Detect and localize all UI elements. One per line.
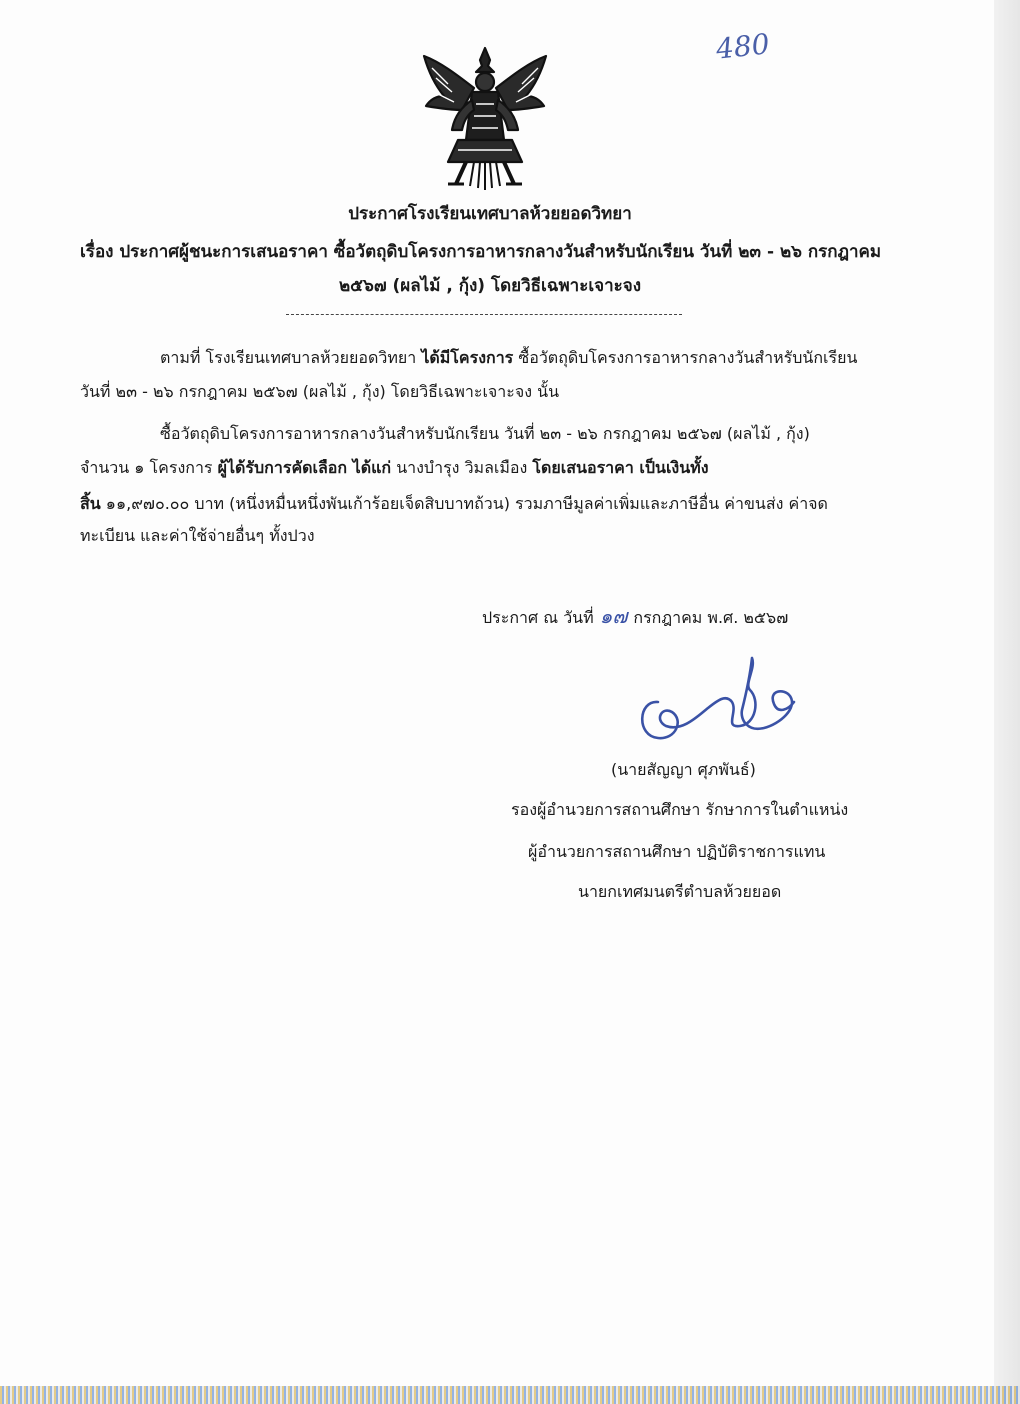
paragraph-1-line-2: วันที่ ๒๓ - ๒๖ กรกฎาคม ๒๕๖๗ (ผลไม้ , กุ้ง) โดยวิธีเฉพาะเจาะจง นั้น bbox=[80, 382, 560, 401]
garuda-emblem-icon bbox=[418, 44, 552, 192]
signatory-position-1: รองผู้อำนวยการสถานศึกษา รักษาการในตำแหน่ง bbox=[511, 800, 849, 819]
signatory-name: (นายสัญญา ศุภพันธ์) bbox=[611, 760, 756, 779]
scan-edge-bottom bbox=[0, 1386, 1020, 1404]
p2-winner-name: นางบำรุง วิมลเมือง bbox=[391, 458, 533, 477]
dashed-divider bbox=[286, 314, 682, 315]
date-suffix: กรกฎาคม พ.ศ. ๒๕๖๗ bbox=[633, 608, 789, 627]
signatory-position-3: นายกเทศมนตรีตำบลห้วยยอด bbox=[578, 882, 782, 901]
document-title: ประกาศโรงเรียนเทศบาลห้วยยอดวิทยา bbox=[348, 204, 632, 224]
p1-text-b: ได้มีโครงการ bbox=[421, 348, 514, 367]
signature-mark bbox=[628, 654, 800, 748]
paragraph-2-line-4: ทะเบียน และค่าใช้จ่ายอื่นๆ ทั้งปวง bbox=[80, 526, 315, 545]
p1-text-c: ซื้อวัตถุดิบโครงการอาหารกลางวันสำหรับนักเรียน bbox=[513, 348, 858, 367]
scan-edge-right bbox=[994, 0, 1020, 1404]
date-day-handwritten: ๑๗ bbox=[599, 604, 628, 628]
date-prefix: ประกาศ ณ วันที่ bbox=[482, 608, 594, 627]
handwritten-note: 480 bbox=[714, 27, 772, 66]
subject-line-1: เรื่อง ประกาศผู้ชนะการเสนอราคา ซื้อวัตถุดิบโครงการอาหารกลางวันสำหรับนักเรียน วันที่ ๒๓ - ๒๖ กรกฎาคม bbox=[80, 242, 882, 262]
signatory-position-2: ผู้อำนวยการสถานศึกษา ปฏิบัติราชการแทน bbox=[528, 842, 826, 861]
p2-text-b: ผู้ได้รับการคัดเลือก ได้แก่ bbox=[217, 458, 392, 477]
p2-text-e: สิ้น bbox=[80, 494, 101, 513]
p2-text-a: จำนวน ๑ โครงการ bbox=[80, 458, 218, 477]
p2-text-d: โดยเสนอราคา เป็นเงินทั้ง bbox=[532, 458, 709, 477]
paragraph-1-line-1 bbox=[160, 346, 857, 371]
paragraph-2-line-2 bbox=[80, 456, 709, 481]
announcement-date bbox=[482, 600, 788, 632]
p2-amount: ๑๑,๙๗๐.๐๐ บาท (หนึ่งหมื่นหนึ่งพันเก้าร้อยเจ็ดสิบบาทถ้วน) รวมภาษีมูลค่าเพิ่มและภาษีอื่น ค่าขนส่ง ค่าจด bbox=[100, 494, 828, 513]
p1-text-a: ตามที่ โรงเรียนเทศบาลห้วยยอดวิทยา bbox=[160, 348, 422, 367]
paragraph-2-line-3 bbox=[80, 492, 828, 517]
subject-line-2: ๒๕๖๗ (ผลไม้ , กุ้ง) โดยวิธีเฉพาะเจาะจง bbox=[338, 276, 642, 296]
paragraph-2-line-1: ซื้อวัตถุดิบโครงการอาหารกลางวันสำหรับนักเรียน วันที่ ๒๓ - ๒๖ กรกฎาคม ๒๕๖๗ (ผลไม้ , กุ้ง) bbox=[160, 424, 810, 443]
